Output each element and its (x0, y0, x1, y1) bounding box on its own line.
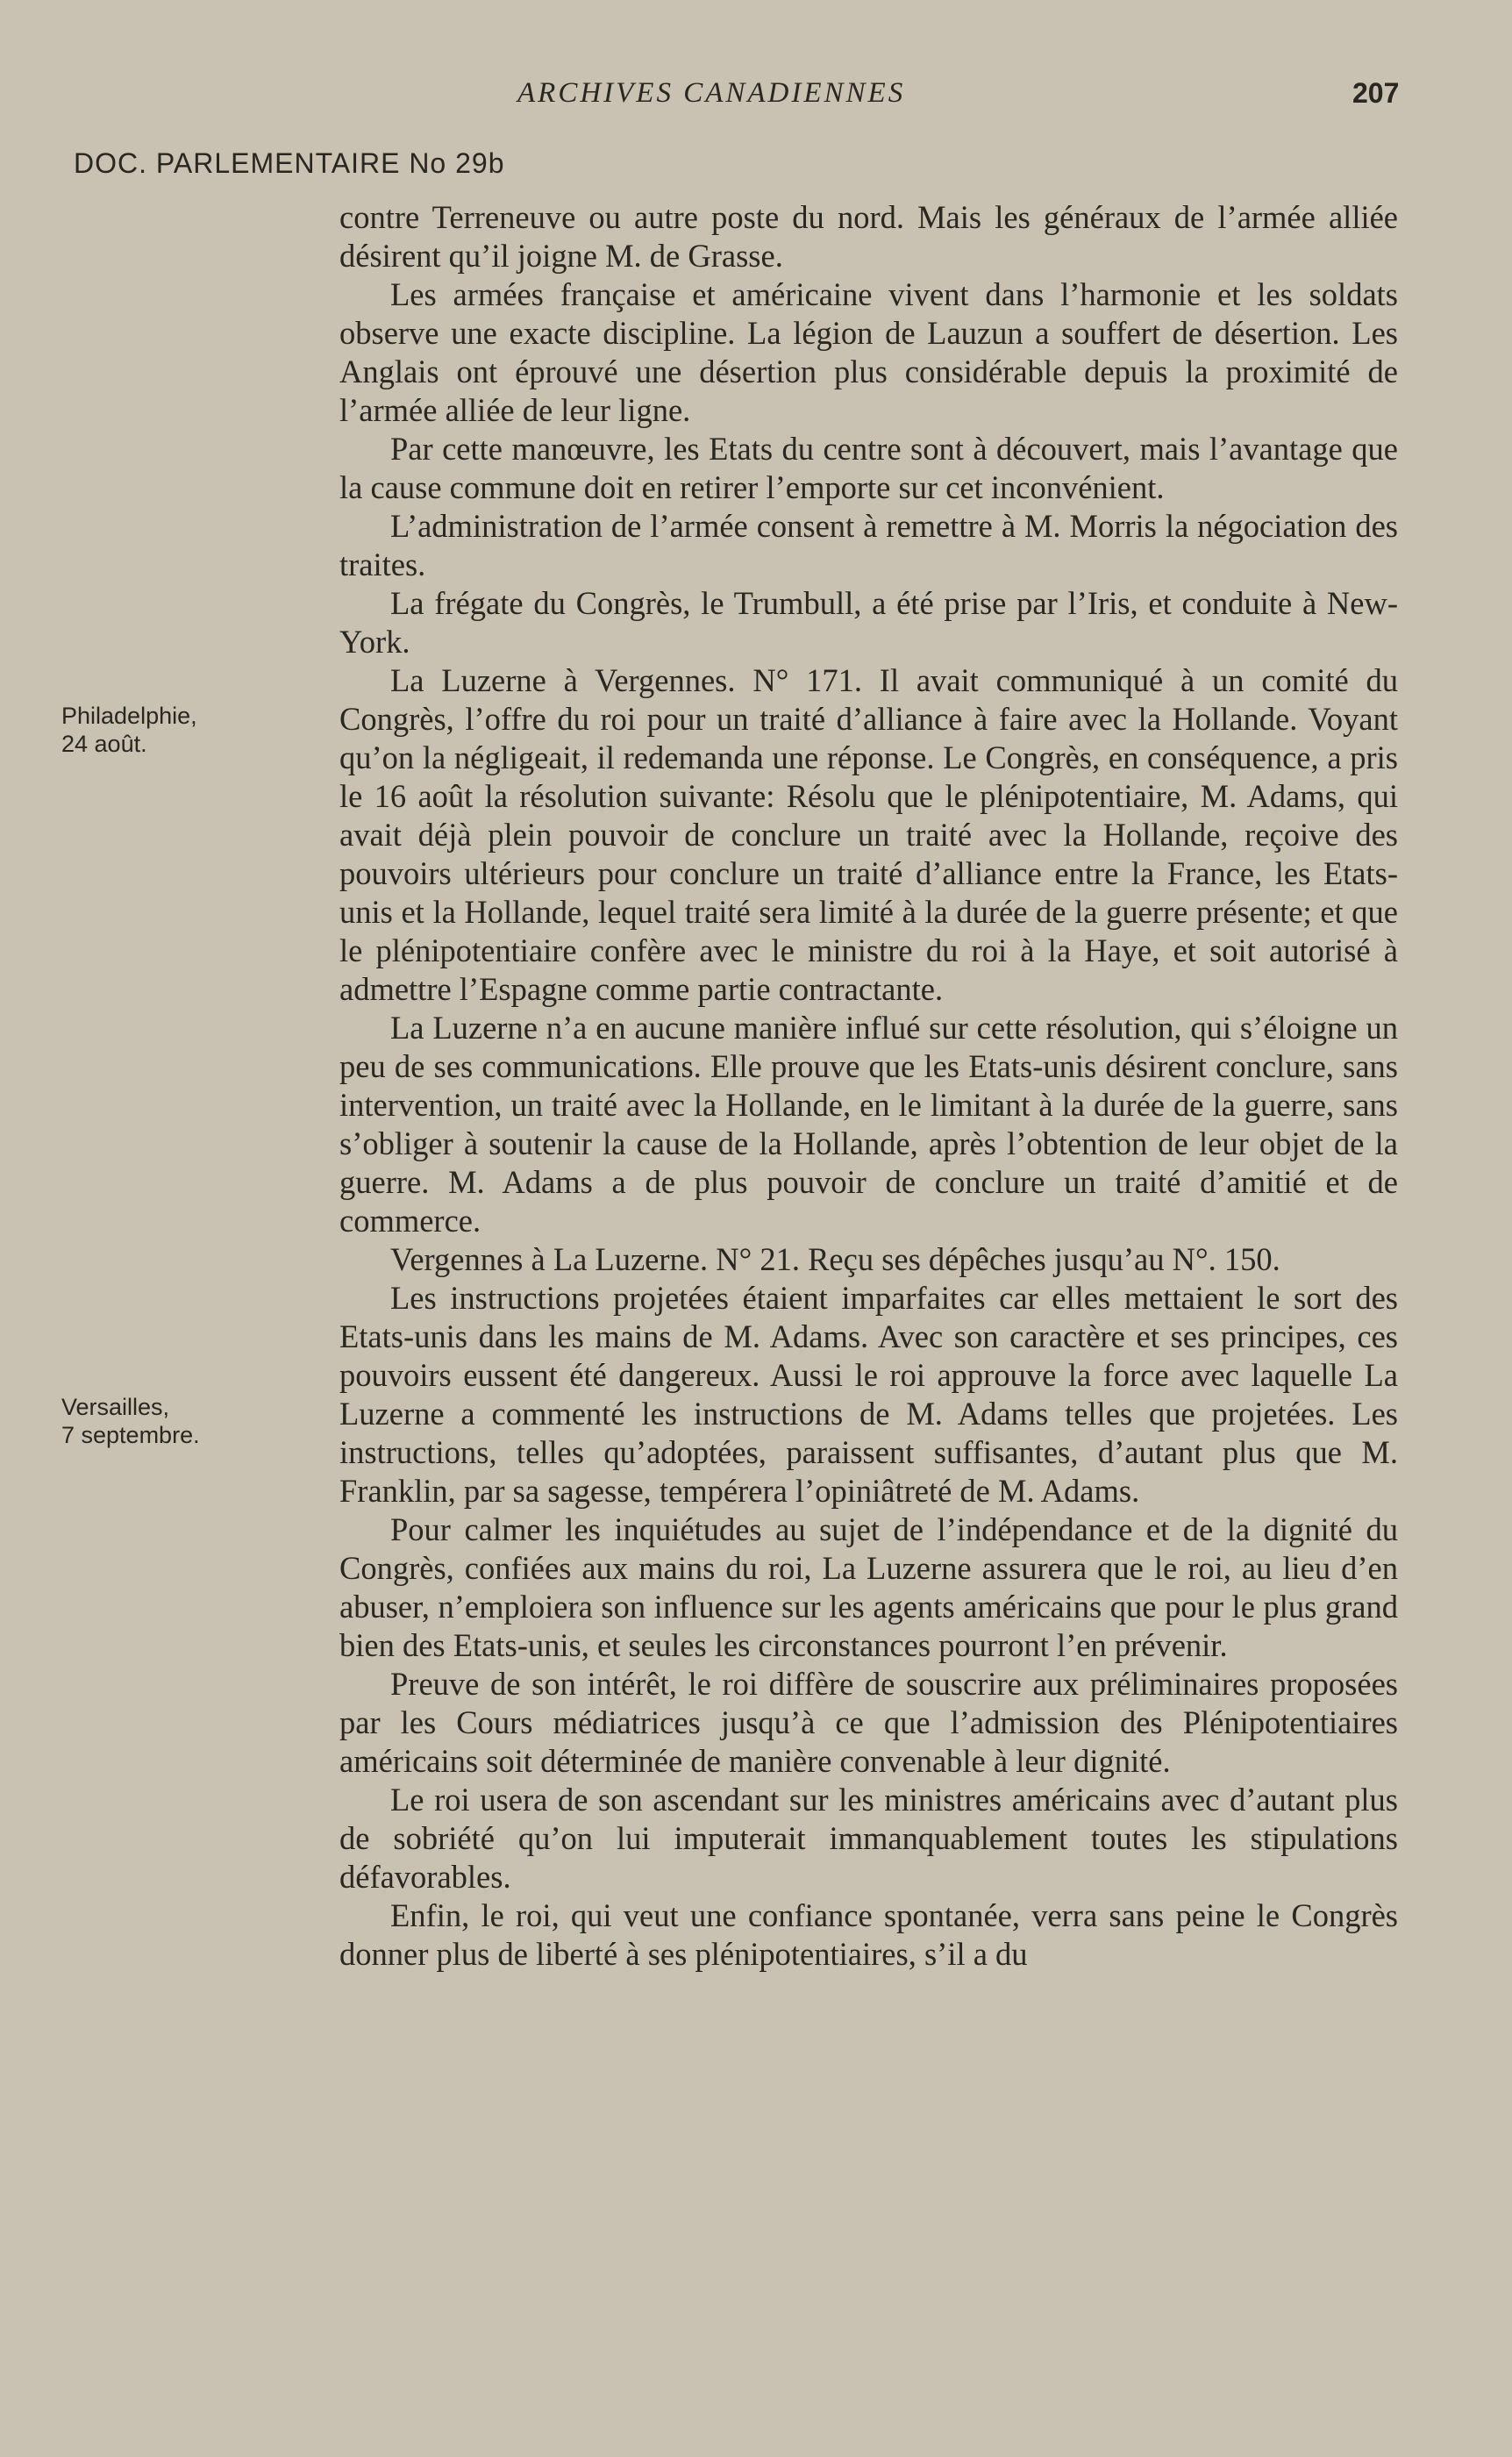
paragraph: Le roi usera de son ascendant sur les ministres américains avec d’autant plus de sobriété qu’on lui imputerait immanquablement toutes les stipulations défavorables. (339, 1782, 1398, 1895)
margin-note-philadelphie (61, 702, 272, 758)
paragraph: La Luzerne à Vergennes. N° 171. Il avait communiqué à un comité du Congrès, l’offre du roi pour un traité d’alliance à faire avec la Hollande. Voyant qu’on la négligeait, il redemanda une réponse. Le Congrès, en conséquence, a pris le 16 août la résolution suivante: Résolu que le plénipotentiaire, M. Adams, qui avait déjà plein pouvoir de conclure un traité avec la Hollande, reçoive des pouvoirs ultérieurs pour conclure un traité d’alliance entre la France, les Etats-unis et la Hollande, lequel traité sera limité à la durée de la guerre présente; et que le plénipotentiaire confère avec le ministre du roi à la Haye, et soit autorisé à admettre l’Espagne comme partie contractante. (339, 662, 1398, 1007)
page-number: 207 (1352, 77, 1400, 109)
paragraph: Enfin, le roi, qui veut une confiance spontanée, verra sans peine le Congrès donner plus de liberté à ses plénipotentiaires, s’il a du (339, 1897, 1398, 1972)
paragraph: Vergennes à La Luzerne. N° 21. Reçu ses dépêches jusqu’au N°. 150. (390, 1241, 1280, 1277)
margin-note-versailles (61, 1393, 272, 1449)
paragraph: La frégate du Congrès, le Trumbull, a été prise par l’Iris, et conduite à New-York. (339, 585, 1398, 660)
document-reference: DOC. PARLEMENTAIRE No 29b (74, 147, 505, 179)
margin-note-date: 7 septembre. (61, 1422, 200, 1448)
margin-note-place: Philadelphie, (61, 703, 197, 729)
paragraph: Preuve de son intérêt, le roi diffère de souscrire aux préliminaires proposées par les Cours médiatrices jusqu’à ce que l’admission des Plénipotentiaires américains soit déterminée de manière convenable à leur dignité. (339, 1666, 1398, 1779)
paragraph: Pour calmer les inquiétudes au sujet de l’indépendance et de la dignité du Congrès, confiées aux mains du roi, La Luzerne assurera que le roi, au lieu d’en abuser, n’emploiera son influence sur les agents américains que pour le plus grand bien des Etats-unis, et seules les circonstances pourront l’en prévenir. (339, 1511, 1398, 1663)
journal-title: ARCHIVES CANADIENNES (517, 77, 906, 109)
running-head (0, 77, 1512, 121)
margin-note-place: Versailles, (61, 1394, 170, 1420)
paragraph: Les armées française et américaine vivent dans l’harmonie et les soldats observe une exacte discipline. La légion de Lauzun a souffert de désertion. Les Anglais ont éprouvé une désertion plus considérable depuis la proximité de l’armée alliée de leur ligne. (339, 276, 1398, 428)
paragraph: Les instructions projetées étaient imparfaites car elles mettaient le sort des Etats-unis dans les mains de M. Adams. Avec son caractère et ses principes, ces pouvoirs eussent été dangereux. Aussi le roi approuve la force avec laquelle La Luzerne a commenté les instructions de M. Adams telles que projetées. Les instructions, telles qu’adoptées, paraissent suffisantes, d’autant plus que M. Franklin, par sa sagesse, tempérera l’opiniâtreté de M. Adams. (339, 1280, 1398, 1509)
paragraph: La Luzerne n’a en aucune manière influé sur cette résolution, qui s’éloigne un peu de ses communications. Elle prouve que les Etats-unis désirent conclure, sans intervention, un traité avec la Hollande, en le limitant à la durée de la guerre, sans s’obliger à soutenir la cause de la Hollande, après l’obtention de leur objet de la guerre. M. Adams a de plus pouvoir de conclure un traité d’amitié et de commerce. (339, 1010, 1398, 1239)
margin-note-date: 24 août. (61, 731, 147, 757)
body-text (339, 198, 1398, 1974)
paragraph: L’administration de l’armée consent à remettre à M. Morris la négociation des traites. (339, 508, 1398, 582)
paragraph: contre Terreneuve ou autre poste du nord. Mais les généraux de l’armée alliée désirent qu’il joigne M. de Grasse. (339, 199, 1398, 274)
paragraph: Par cette manœuvre, les Etats du centre sont à découvert, mais l’avantage que la cause commune doit en retirer l’emporte sur cet inconvénient. (339, 431, 1398, 505)
